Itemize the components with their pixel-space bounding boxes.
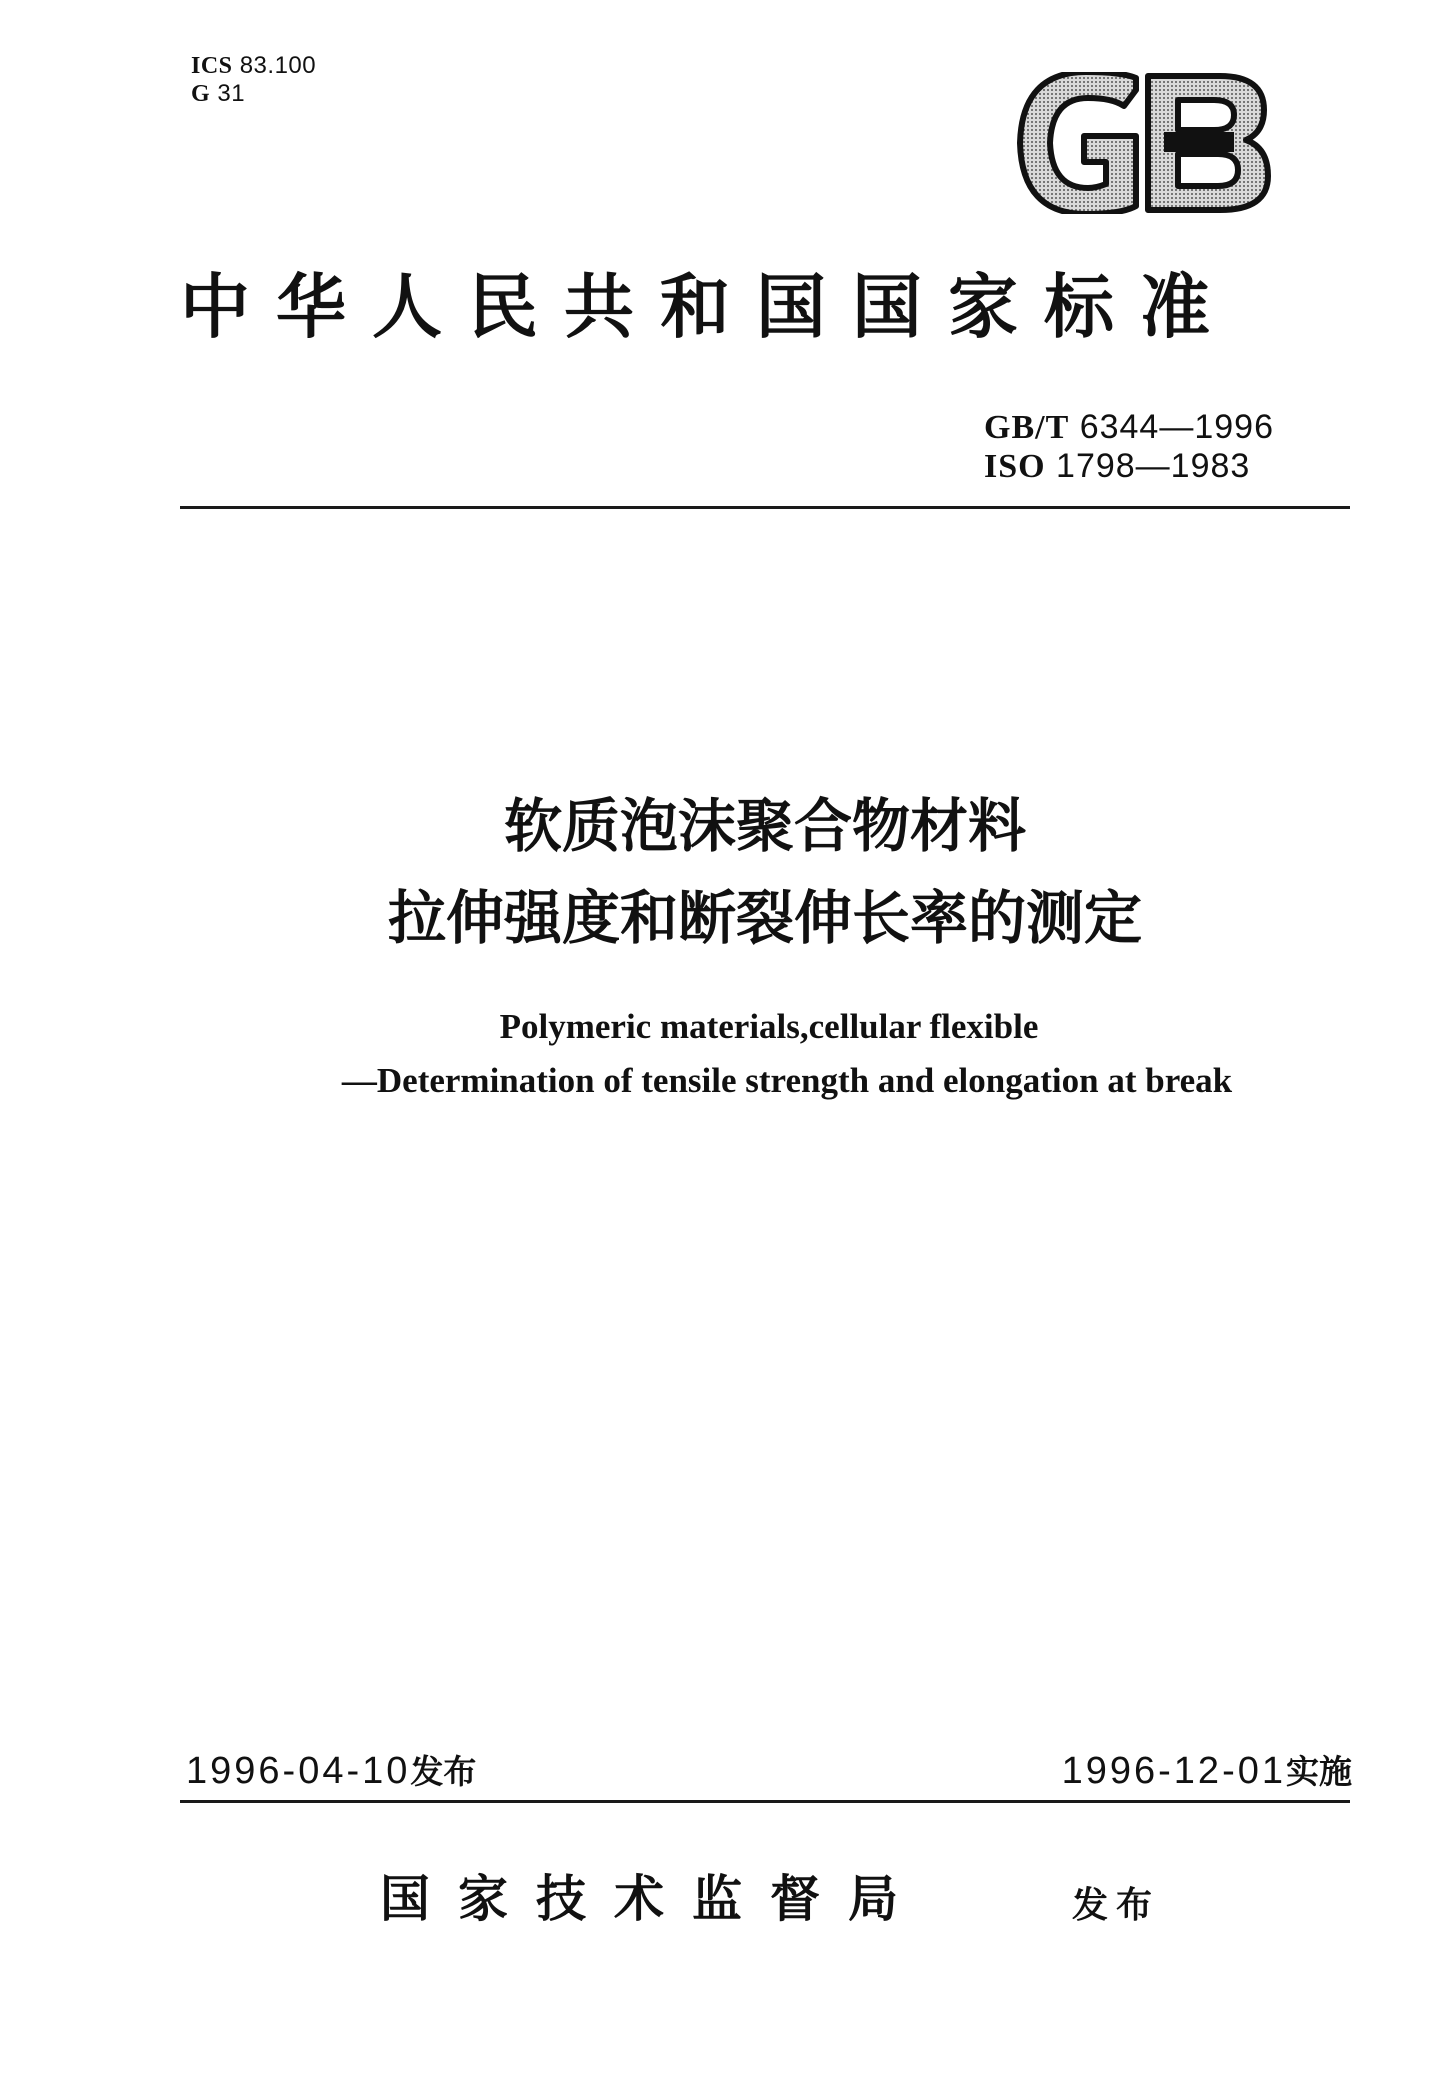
classification-block xyxy=(191,52,316,108)
implementation-label: 实施 xyxy=(1286,1752,1352,1791)
standard-numbers xyxy=(984,408,1274,486)
gb-prefix: GB/T xyxy=(984,409,1070,446)
national-standard-title: 中华人民共和国国家标准 xyxy=(180,265,1236,348)
gb-logo-icon xyxy=(1014,72,1274,214)
implementation-date-block xyxy=(1062,1748,1352,1795)
implementation-date: 1996-12-01 xyxy=(1061,1750,1286,1792)
issue-label: 发布 xyxy=(410,1752,477,1791)
category-line xyxy=(191,80,316,108)
top-divider xyxy=(180,506,1350,509)
english-title-line-1: Polymeric materials,cellular flexible xyxy=(499,1007,1039,1046)
ics-line xyxy=(191,52,316,80)
iso-number: 1798—1983 xyxy=(1056,447,1251,485)
issue-date: 1996-04-10 xyxy=(186,1750,411,1792)
gb-number: 6344—1996 xyxy=(1079,408,1274,446)
issuer-action: 发布 xyxy=(1072,1885,1161,1926)
category-code: 31 xyxy=(217,80,246,107)
issue-date-block xyxy=(186,1748,476,1795)
english-title-line-2: —Determination of tensile strength and elongation at break xyxy=(341,1061,1233,1100)
issuer-name: 国家技术监督局 xyxy=(380,1869,926,1928)
iso-prefix: ISO xyxy=(984,448,1046,485)
ics-code: 83.100 xyxy=(239,52,317,79)
category-label: G xyxy=(191,81,211,107)
iso-number-line xyxy=(984,447,1274,486)
bottom-divider xyxy=(180,1800,1350,1803)
chinese-title-line-2: 拉伸强度和断裂伸长率的测定 xyxy=(387,884,1142,952)
gb-number-line xyxy=(984,408,1274,447)
chinese-title-line-1: 软质泡沫聚合物材料 xyxy=(503,792,1026,860)
ics-label: ICS xyxy=(191,53,233,79)
